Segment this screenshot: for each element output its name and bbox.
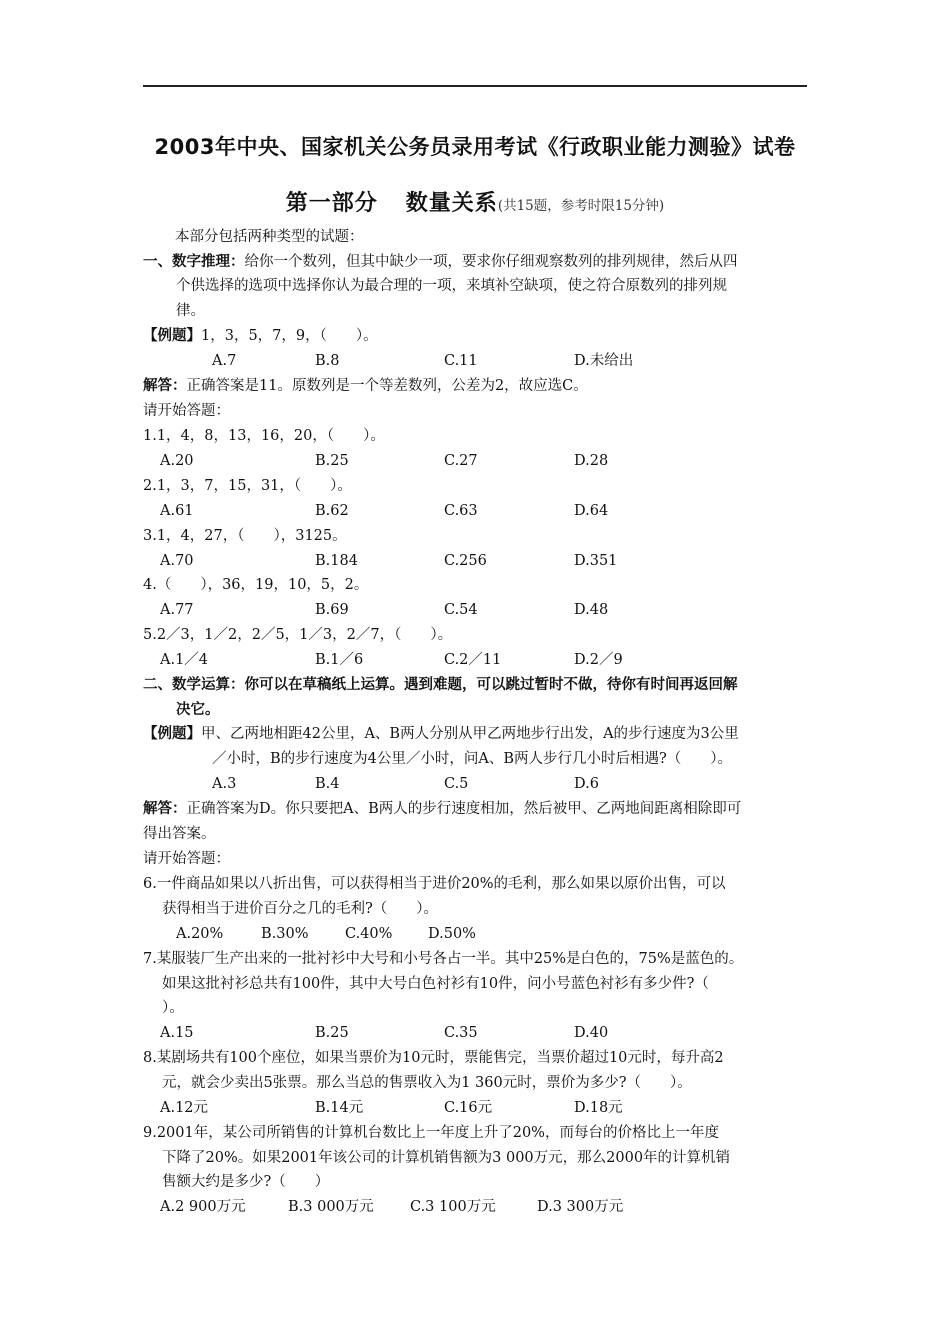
q7-option-c: C.35 [444, 1025, 478, 1041]
question-8-line-2: 元，就会少卖出5张票。那么当总的售票收入为1 360元时，票价为多少?（ ）。 [162, 1075, 692, 1091]
part1-desc-3: 律。 [176, 303, 205, 319]
q4-option-a: A.77 [160, 602, 194, 618]
part2-example-option-c: C.5 [444, 776, 469, 792]
q5-option-c: C.2／11 [444, 652, 502, 668]
q1-option-b: B.25 [315, 453, 349, 469]
part2-answer-line-1: 正确答案为D。你只要把A、B两人的步行速度相加，然后被甲、乙两地间距离相除即可 [186, 801, 742, 817]
question-6-line-2: 获得相当于进价百分之几的毛利?（ ）。 [162, 901, 439, 917]
part1-answer-text: 正确答案是11。原数列是一个等差数列，公差为2，故应选C。 [186, 378, 588, 394]
part1-example [143, 326, 378, 346]
part2-example-option-b: B.4 [315, 776, 340, 792]
part1-example-option-d: D.未给出 [574, 353, 634, 369]
q8-option-b: B.14元 [315, 1100, 364, 1116]
part1-example-option-b: B.8 [315, 353, 340, 369]
intro-text: 本部分包括两种类型的试题： [175, 229, 364, 245]
q7-option-d: D.40 [574, 1025, 609, 1041]
part1-start: 请开始答题： [143, 403, 230, 419]
q2-option-a: A.61 [160, 503, 194, 519]
part2-example [143, 724, 739, 744]
header-rule [143, 85, 807, 87]
q9-option-d: D.3 300万元 [537, 1199, 624, 1215]
question-2: 2.1，3，7，15，31，（ ）。 [143, 478, 352, 494]
q6-option-d: D.50% [428, 926, 476, 942]
part2-heading: 二、数学运算：你可以在草稿纸上运算。遇到难题，可以跳过暂时不做，待你有时间再返回解 [143, 677, 738, 693]
part1-example-question: 1，3，5，7，9，（ ）。 [201, 328, 378, 344]
q3-option-b: B.184 [315, 553, 358, 569]
question-5: 5.2／3，1／2，2／5，1／3，2／7，（ ）。 [143, 627, 453, 643]
part2-example-option-d: D.6 [574, 776, 599, 792]
section-header [0, 186, 950, 217]
section-note: (共15题，参考时限15分钟) [497, 198, 665, 214]
q3-option-a: A.70 [160, 553, 194, 569]
q4-option-d: D.48 [574, 602, 609, 618]
part1-answer-label: 解答： [143, 378, 187, 394]
part1-example-label: 【例题】 [143, 328, 201, 344]
q6-option-c: C.40% [345, 926, 393, 942]
q7-option-a: A.15 [160, 1025, 194, 1041]
q8-option-a: A.12元 [160, 1100, 209, 1116]
part1-example-option-c: C.11 [444, 353, 478, 369]
part2-example-label: 【例题】 [143, 726, 201, 742]
section-name: 第一部分 [285, 191, 378, 216]
q2-option-d: D.64 [574, 503, 609, 519]
question-9-line-3: 售额大约是多少?（ ） [162, 1174, 330, 1190]
q1-option-d: D.28 [574, 453, 609, 469]
q7-option-b: B.25 [315, 1025, 349, 1041]
part1-heading: 一、数字推理： [143, 254, 245, 270]
q8-option-c: C.16元 [444, 1100, 493, 1116]
part2-example-option-a: A.3 [212, 776, 237, 792]
part2-answer-line-2: 得出答案。 [143, 826, 216, 842]
section-topic: 数量关系 [405, 191, 498, 216]
q8-option-d: D.18元 [574, 1100, 623, 1116]
question-4: 4.（ ），36，19，10，5，2。 [143, 577, 369, 593]
part2-example-line-1: 甲、乙两地相距42公里，A、B两人分别从甲乙两地步行出发，A的步行速度为3公里 [201, 726, 739, 742]
q9-option-c: C.3 100万元 [410, 1199, 496, 1215]
question-9-line-2: 下降了20%。如果2001年该公司的计算机销售额为3 000万元，那么2000年的计算机销 [162, 1150, 731, 1166]
q9-option-a: A.2 900万元 [160, 1199, 246, 1215]
q5-option-d: D.2／9 [574, 652, 623, 668]
q3-option-d: D.351 [574, 553, 618, 569]
part2-answer [143, 799, 741, 819]
question-7-line-1: 7.某服装厂生产出来的一批衬衫中大号和小号各占一半。其中25%是白色的，75%是蓝色的。 [143, 951, 744, 967]
part1-answer [143, 376, 588, 396]
q5-option-a: A.1／4 [160, 652, 209, 668]
q2-option-c: C.63 [444, 503, 478, 519]
q6-option-b: B.30% [261, 926, 309, 942]
q6-option-a: A.20% [176, 926, 224, 942]
question-7-line-3: ）。 [162, 1000, 184, 1016]
part2-example-line-2: ／小时，B的步行速度为4公里／小时，问A、B两人步行几小时后相遇?（ ）。 [212, 751, 733, 767]
part1-desc-2: 个供选择的选项中选择你认为最合理的一项，来填补空缺项，使之符合原数列的排列规 [176, 278, 727, 294]
q2-option-b: B.62 [315, 503, 349, 519]
document-title: 2003年中央、国家机关公务员录用考试《行政职业能力测验》试卷 [154, 135, 796, 159]
question-3: 3.1，4，27，（ ），3125。 [143, 528, 347, 544]
question-8-line-1: 8.某剧场共有100个座位，如果当票价为10元时，票能售完，当票价超过10元时，每升高2 [143, 1050, 724, 1066]
part2-heading-2: 决它。 [176, 702, 220, 718]
question-7-line-2: 如果这批衬衫总共有100件，其中大号白色衬衫有10件，问小号蓝色衬衫有多少件?（ [162, 976, 709, 992]
q3-option-c: C.256 [444, 553, 487, 569]
q1-option-c: C.27 [444, 453, 478, 469]
q5-option-b: B.1／6 [315, 652, 364, 668]
part1-example-option-a: A.7 [212, 353, 237, 369]
q1-option-a: A.20 [160, 453, 194, 469]
question-9-line-1: 9.2001年，某公司所销售的计算机台数比上一年度上升了20%，而每台的价格比上一年度 [143, 1125, 719, 1141]
part1-desc-1: 给你一个数列，但其中缺少一项，要求你仔细观察数列的排列规律，然后从四 [244, 254, 738, 270]
q4-option-b: B.69 [315, 602, 349, 618]
question-6-line-1: 6.一件商品如果以八折出售，可以获得相当于进价20%的毛利，那么如果以原价出售，可以 [143, 876, 726, 892]
question-1: 1.1，4，8，13，16，20，（ ）。 [143, 428, 385, 444]
part1-heading-line [143, 252, 738, 272]
part2-answer-label: 解答： [143, 801, 187, 817]
part2-start: 请开始答题： [143, 851, 230, 867]
q4-option-c: C.54 [444, 602, 478, 618]
q9-option-b: B.3 000万元 [288, 1199, 374, 1215]
